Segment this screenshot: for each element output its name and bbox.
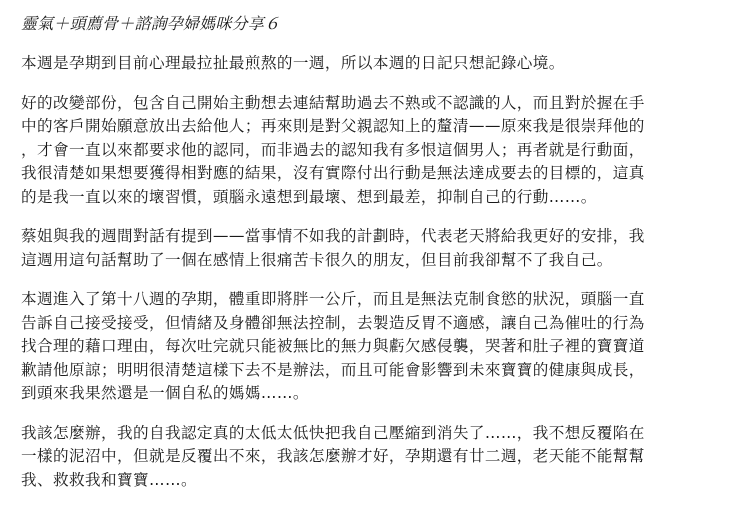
- paragraph-good-changes: [21, 92, 719, 210]
- paragraph-conversation: [21, 225, 719, 272]
- paragraph-line: 的是我一直以來的壞習慣，頭腦永遠想到最壞、想到最差，抑制自己的行動……。: [21, 187, 597, 206]
- paragraph-line: 中的客戶開始願意放出去給他人；再來則是對父親認知上的釐清——原來我是很崇拜他的: [21, 117, 645, 135]
- paragraph-line: 好的改變部份，包含自己開始主動想去連結幫助過去不熟或不認識的人，而且對於握在手: [21, 93, 645, 112]
- post-title: 靈氣＋頭薦骨＋諮詢孕婦媽咪分享６: [21, 14, 281, 33]
- paragraph-line: 到頭來我果然還是一個自私的媽媽……。: [21, 384, 309, 402]
- paragraph-week-eighteen: [21, 288, 719, 406]
- paragraph-intro: [21, 52, 719, 76]
- paragraph-closing: [21, 422, 719, 493]
- paragraph-line: 一樣的泥沼中，但就是反覆出不來，我該怎麼辦才好，孕期還有廿二週，老天能不能幫幫: [21, 447, 645, 465]
- paragraph-line: 我、救救我和寶寶……。: [21, 470, 197, 489]
- paragraph-line: 本週是孕期到目前心理最拉扯最煎熬的一週，所以本週的日記只想記錄心境。: [21, 54, 565, 72]
- paragraph-line: 這週用這句話幫助了一個在感情上很痛苦卡很久的朋友，但目前我卻幫不了我自己。: [21, 250, 613, 269]
- paragraph-line: 我該怎麼辦，我的自我認定真的太低太低快把我自己壓縮到消失了……，我不想反覆陷在: [21, 423, 645, 442]
- paragraph-line: 告訴自己接受接受，但情緒及身體卻無法控制，去製造反胃不適感，讓自己為催吐的行為: [21, 313, 645, 332]
- paragraph-line: 本週進入了第十八週的孕期，體重即將胖一公斤，而且是無法克制食慾的狀況，頭腦一直: [21, 290, 645, 308]
- paragraph-line: 歉請他原諒；明明很清楚這樣下去不是辦法，而且可能會影響到未來寶寶的健康與成長，: [21, 360, 645, 379]
- paragraph-line: ，才會一直以來都要求他的認同，而非過去的認知我有多恨這個男人；再者就是行動面，: [21, 140, 645, 159]
- paragraph-line: 蔡姐與我的週間對話有提到——當事情不如我的計劃時，代表老天將給我更好的安排，我: [21, 227, 645, 245]
- paragraph-line: 我很清楚如果想要獲得相對應的結果，沒有實際付出行動是無法達成要去的目標的，這真: [21, 164, 645, 182]
- paragraph-line: 找合理的藉口理由，每次吐完就只能被無比的無力與虧欠感侵襲，哭著和肚子裡的寶寶道: [21, 337, 645, 355]
